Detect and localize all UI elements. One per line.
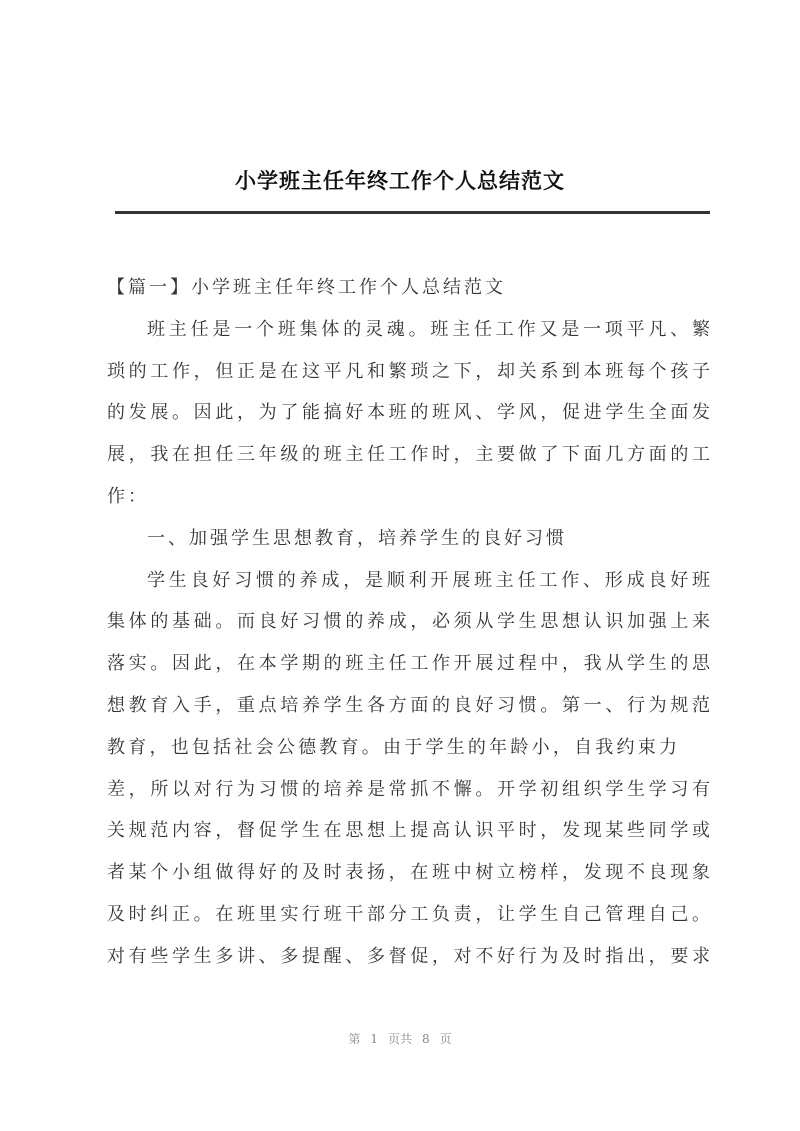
footer-suffix: 页 <box>439 1032 452 1046</box>
paragraph-line: 琐的工作，但正是在这平凡和繁琐之下，却关系到本班每个孩子 <box>107 360 710 382</box>
paragraph-line: 作： <box>107 485 149 507</box>
paragraph-line: 的发展。因此，为了能搞好本班的班风、学风，促进学生全面发 <box>107 402 710 424</box>
footer-middle: 页共 <box>387 1032 412 1046</box>
paragraph-line: 班主任是一个班集体的灵魂。班主任工作又是一项平凡、繁 <box>147 318 710 340</box>
footer-prefix: 第 <box>348 1032 361 1046</box>
paragraph-line: 教育，也包括社会公德教育。由于学生的年龄小，自我约束力 <box>107 736 677 758</box>
paragraph-line: 对有些学生多讲、多提醒、多督促，对不好行为及时指出，要求 <box>107 945 710 967</box>
document-body <box>107 270 710 981</box>
subheading: 一、加强学生思想教育，培养学生的良好习惯 <box>147 527 567 549</box>
section-heading: 【篇一】小学班主任年终工作个人总结范文 <box>107 277 506 298</box>
total-pages: 8 <box>422 1032 430 1046</box>
page-number: 1 <box>370 1032 378 1046</box>
page-footer <box>0 1030 800 1047</box>
paragraph-line: 关规范内容，督促学生在思想上提高认识平时，发现某些同学或 <box>107 820 710 842</box>
paragraph-line: 落实。因此，在本学期的班主任工作开展过程中，我从学生的思 <box>107 653 710 675</box>
paragraph-line: 差，所以对行为习惯的培养是常抓不懈。开学初组织学生学习有 <box>107 778 710 800</box>
paragraph-line: 学生良好习惯的养成，是顺利开展班主任工作、形成良好班 <box>147 569 710 591</box>
paragraph-line: 展，我在担任三年级的班主任工作时，主要做了下面几方面的工 <box>107 444 710 466</box>
paragraph-line: 及时纠正。在班里实行班干部分工负责，让学生自己管理自己。 <box>107 903 710 925</box>
paragraph-line: 想教育入手，重点培养学生各方面的良好习惯。第一、行为规范 <box>107 694 710 716</box>
title-divider <box>115 211 710 214</box>
document-title: 小学班主任年终工作个人总结范文 <box>235 168 565 193</box>
paragraph-line: 集体的基础。而良好习惯的养成，必须从学生思想认识加强上来 <box>107 611 710 633</box>
paragraph-line: 者某个小组做得好的及时表扬，在班中树立榜样，发现不良现象 <box>107 862 710 884</box>
